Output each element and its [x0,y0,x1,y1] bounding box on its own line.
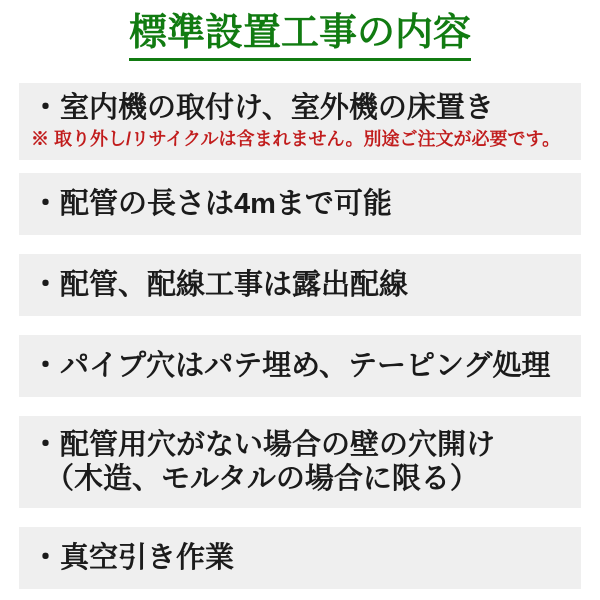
page-title-text: 標準設置工事の内容 [129,12,471,61]
item-text-exposed-wiring: ・配管、配線工事は露出配線 [31,268,409,301]
item-text-pipe-hole-sealing: ・パイプ穴はパテ埋め、テーピング処理 [31,349,551,382]
item-text-vacuum-work: ・真空引き作業 [31,541,235,574]
list-item-pipe-length [19,173,581,235]
installation-item-list [19,83,581,589]
item-text-pipe-length: ・配管の長さは4mまで可能 [31,187,392,220]
list-item-wall-drilling [19,416,581,508]
page-title [0,12,600,61]
item-note-removal-recycle: ※ 取り外し/リサイクルは含まれません。別途ご注文が必要です。 [31,128,561,149]
item-text-wall-drilling-line1: ・配管用穴がない場合の壁の穴開け [31,428,496,461]
list-item-indoor-outdoor-unit [19,83,581,160]
list-item-exposed-wiring [19,254,581,316]
item-text-indoor-outdoor-unit: ・室内機の取付け、室外機の床置き [31,91,494,124]
list-item-pipe-hole-sealing [19,335,581,397]
item-text-wall-drilling-line2: （木造、モルタルの場合に限る） [45,462,479,495]
list-item-vacuum-work [19,527,581,589]
